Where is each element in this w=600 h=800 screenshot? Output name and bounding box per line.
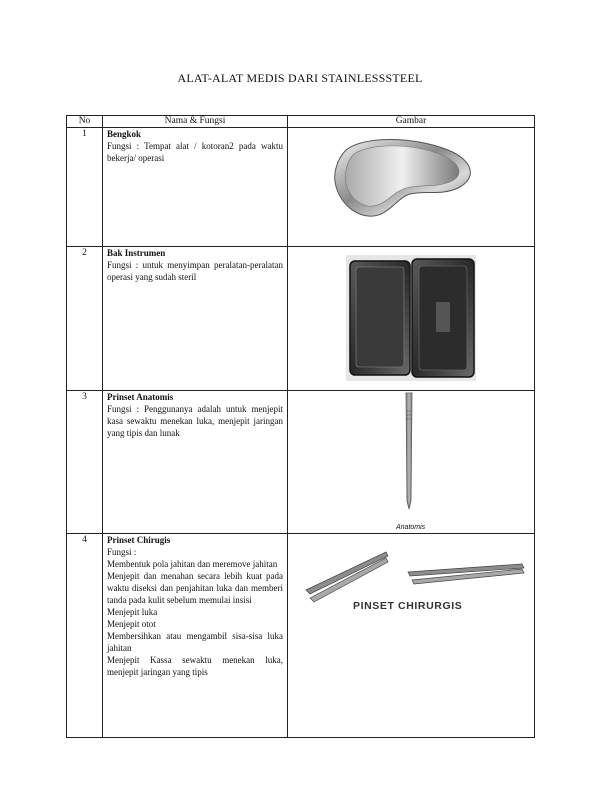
instrument-name: Prinset Anatomis [107,392,174,402]
page-title: ALAT-ALAT MEDIS DARI STAINLESSSTEEL [177,71,423,85]
function-text: Fungsi : Tempat alat / kotoran2 pada waktu bekerja/ operasi [107,141,283,163]
function-text: Fungsi : [107,547,137,557]
anatomical-forceps-icon [288,391,535,528]
kidney-dish-icon [288,128,535,241]
function-text: Menjepit Kassa sewaktu menekan luka, menjepit jaringan yang tipis [107,655,283,677]
function-text: Menjepit otot [107,619,156,629]
table-row [67,247,535,391]
instrument-table [66,115,535,738]
function-text: Menjepit luka [107,607,158,617]
row-description [103,128,288,247]
instrument-name: Prinset Chirugis [107,535,171,545]
function-text: Fungsi : untuk menyimpan peralatan-peralatan operasi yang sudah steril [107,260,283,282]
row-number: 2 [67,247,103,391]
function-text: Fungsi : Penggunanya adalah untuk menjepit kasa sewaktu menekan luka, menjepit jaringan yang tipis dan lunak [107,404,283,438]
row-image-cell [288,247,535,391]
image-caption: Anatomis [396,524,426,531]
row-number: 1 [67,128,103,247]
row-description [103,247,288,391]
table-row [67,534,535,738]
image-caption: PINSET CHIRURGIS [353,600,463,612]
function-text: Membentuk pola jahitan dan meremove jahitan [107,559,278,569]
row-number: 4 [67,534,103,738]
row-image-cell [288,534,535,738]
function-text: Membersihkan atau mengambil sisa-sisa luka jahitan [107,631,283,653]
header-gambar: Gambar [288,116,535,128]
table-row [67,391,535,534]
row-image-cell [288,391,535,534]
function-text: Menjepit dan menahan secara lebih kuat pada waktu diseksi dan penjahitan luka dan memberi tanda pada kulit sebelum memulai insisi [107,571,283,605]
row-number: 3 [67,391,103,534]
instrument-tray-icon [288,247,535,385]
table-header-row [67,116,535,128]
row-image-cell [288,128,535,247]
row-description [103,391,288,534]
header-nama-fungsi: Nama & Fungsi [103,116,288,128]
row-description [103,534,288,738]
instrument-name: Bengkok [107,129,142,139]
header-no: No [67,116,103,128]
table-row [67,128,535,247]
surgical-forceps-icon [288,534,535,634]
instrument-name: Bak Instrumen [107,248,166,258]
